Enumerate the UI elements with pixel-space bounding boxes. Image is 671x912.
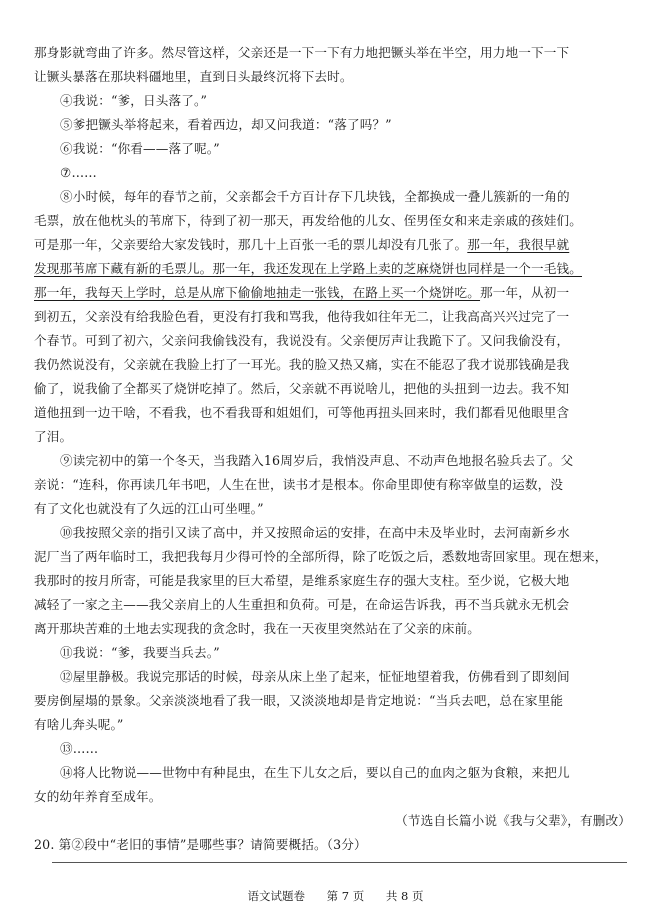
passage-line: 有了文化也就没有了久远的江山可坐哩。”: [34, 501, 264, 516]
passage-line: 偷了，说我偷了全都买了烧饼吃掉了。然后，父亲就不再说啥儿，把他的头扭到一边去。我不知: [34, 381, 570, 396]
footer-total-pages: 共 8 页: [385, 889, 424, 903]
passage-line: 让镢头暴落在那块料礓地里，直到日头最终沉将下去时。: [34, 69, 353, 84]
passage-line: 泥厂当了两年临时工，我把我每月少得可怜的全部所得，除了吃饭之后，悉数地寄回家里。现在想来，: [34, 549, 608, 564]
paragraph-6: ⑥我说：“你看——落了呢。”: [60, 141, 220, 156]
answer-line[interactable]: [52, 862, 627, 863]
passage-line: [34, 281, 634, 305]
paragraph-5: ⑤爹把镢头举将起来，看着西边，却又问我道：“落了吗？”: [60, 117, 392, 132]
passage-line: 要房倒屋塌的景象。父亲淡淡地看了我一眼，又淡淡地却是肯定地说：“当兵去吧，总在家里能: [34, 693, 564, 708]
question-20: 20. 第②段中“老旧的事情”是哪些事？请简要概括。（3分）: [34, 837, 367, 852]
passage-line: 女的幼年养育至成年。: [34, 789, 162, 804]
paragraph-4: ④我说：“爹，日头落了。”: [60, 93, 208, 108]
paragraph-13: ⑬……: [60, 741, 99, 756]
passage-text: 可是那一年，父亲要给大家发钱时，那几十上百张一毛的票儿却没有几张了。: [34, 237, 468, 252]
passage-line: 我那时的按月所寄，可能是我家里的巨大希望，是维系家庭生存的强大支柱。至少说，它极大地: [34, 573, 570, 588]
passage-line: 到初五，父亲没有给我脸色看，更没有打我和骂我，他待我如往年无二，让我高高兴兴过完了一: [34, 309, 570, 324]
passage-line: 亲说：“连科，你再读几年书吧，人生在世，读书才是根本。你命里即使有称宰做皇的运数，没: [34, 477, 564, 492]
source-note: （节选自长篇小说《我与父辈》，有删改）: [395, 813, 631, 828]
passage-line: [34, 233, 634, 257]
passage-line: 毛票，放在他枕头的苇席下，待到了初一那天，再发给他的儿女、侄男侄女和来走亲戚的孩娃们。: [34, 213, 582, 228]
passage-text: 那一年，从初一: [480, 285, 570, 300]
paragraph-7: ⑦……: [60, 165, 97, 180]
paragraph-10: ⑩我按照父亲的指引又读了高中，并又按照命运的安排，在高中未及毕业时，去河南新乡水: [60, 525, 570, 540]
passage-line: 减轻了一家之主——我父亲肩上的人生重担和负荷。可是，在命运告诉我，再不当兵就永无机会: [34, 597, 570, 612]
underlined-line: 发现那苇席下藏有新的毛票儿。那一年，我还发现在上学路上卖的芝麻烧饼也同样是一个一毛钱。: [34, 261, 582, 276]
passage-line: 离开那块苦难的土地去实现我的贪念时，我在一天夜里突然站在了父亲的床前。: [34, 621, 481, 636]
page-footer: [0, 886, 671, 906]
paragraph-8: ⑧小时候，每年的春节之前，父亲都会千方百计存下几块钱，全都换成一叠儿簇新的一角的: [60, 189, 570, 204]
passage-line: 个春节。可到了初六，父亲问我偷钱没有，我说没有。父亲便厉声让我跪下了。又问我偷没有，: [34, 333, 570, 348]
footer-subject: 语文试题卷: [247, 889, 305, 903]
passage-line: 我仍然说没有，父亲就在我脸上打了一耳光。我的脸又热又痛，实在不能忍了我才说那钱确是我: [34, 357, 570, 372]
passage-line: 那身影就弯曲了许多。然尽管这样，父亲还是一下一下有力地把镢头举在半空，用力地一下一下: [34, 45, 570, 60]
paragraph-11: ⑪我说：“爹，我要当兵去。”: [60, 645, 220, 660]
paragraph-12: ⑫屋里静极。我说完那话的时候，母亲从床上坐了起来，怔怔地望着我，仿佛看到了即刻间: [60, 669, 570, 684]
footer-page-number: 第 7 页: [326, 889, 365, 903]
passage-line: 有啥儿奔头呢。”: [34, 717, 124, 732]
passage-line: 道他扭到一边干啥，不看我，也不看我哥和姐姐们，可等他再扭头回来时，我们都看见他眼里含: [34, 405, 570, 420]
underlined-text: 那一年，我很早就: [467, 237, 570, 252]
paragraph-9: ⑨读完初中的第一个冬天，当我踏入16周岁后，我悄没声息、不动声色地报名验兵去了。父: [60, 453, 574, 468]
underlined-text: 那一年，我每天上学时，总是从席下偷偷地抽走一张钱，在路上买一个烧饼吃。: [34, 285, 481, 300]
paragraph-14: ⑭将人比物说——世物中有种昆虫，在生下儿女之后，要以自己的血肉之躯为食粮，来把儿: [60, 765, 570, 780]
passage-line: 了泪。: [34, 429, 73, 444]
